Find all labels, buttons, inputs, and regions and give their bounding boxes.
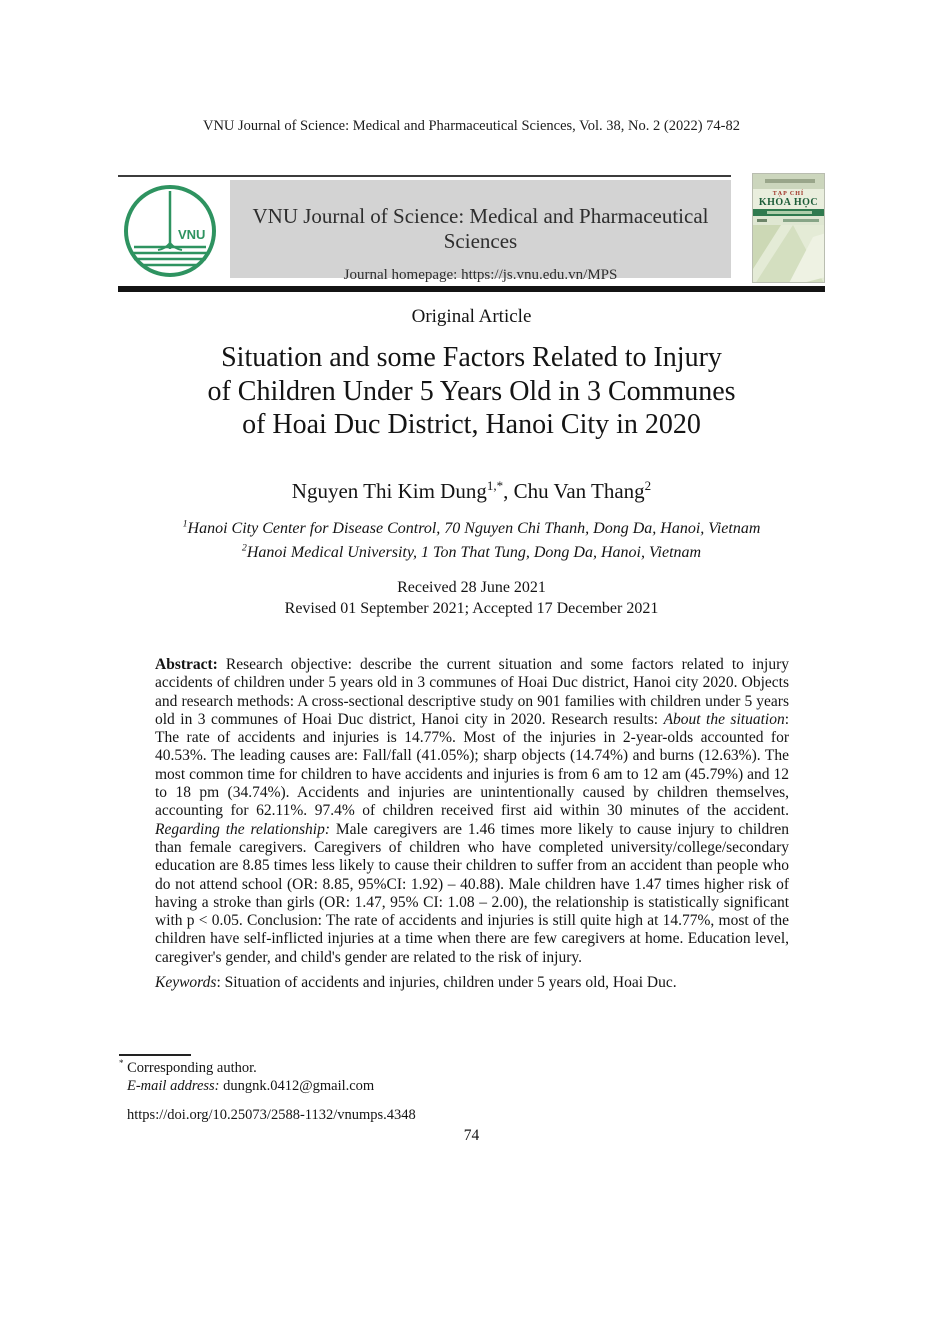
footnote-marker: * <box>119 1058 124 1069</box>
abstract-text-1: Research objective: describe the current situation and some factors related to injury accidents of children under 5 years old in 3 communes of Hoai Duc district, Hanoi city 2020. Objects and research methods: A cross-sectional descriptive study on 901 families with children under 5 years old in 3 communes of Hoai Duc district, Hanoi city in 2020. Research results: <box>155 656 789 728</box>
doi-link: https://doi.org/10.25073/2588-1132/vnumps.4348 <box>127 1107 416 1123</box>
abstract-label: Abstract: <box>155 656 218 673</box>
article-title-line3: of Hoai Duc District, Hanoi City in 2020 <box>242 409 701 440</box>
abstract-text-3: Male caregivers are 1.46 times more likely to cause injury to children than female caregivers. Caregivers of children who have completed university/college/secondary education are 8.85 times less likely to cause their children to suffer from an accident than people who do not attend school (OR: 8.85, 95%CI: 1.92) – 40.88). Male children have 1.47 times higher risk of having a stroke than girls (OR: 1.47, 95% CI: 1.08 – 2.00), the relationship is statistically significant with p < 0.05. Conclusion: The rate of accidents and injuries is still quite high at 14.77%, most of the children have self-inflicted injuries at a time when there are few caregivers at home. Education level, caregiver's gender, and child's gender are related to the risk of injury. <box>155 820 789 966</box>
author-1-name: Nguyen Thi Kim Dung <box>291 479 487 503</box>
abstract-italic-1: About the situation <box>663 710 785 728</box>
abstract-paragraph <box>155 656 789 967</box>
cover-header-band <box>753 174 824 189</box>
affiliation-1 <box>0 517 943 541</box>
vnu-logo-icon <box>122 183 218 279</box>
cover-university-text-bar <box>765 179 815 183</box>
journal-masthead <box>230 180 731 283</box>
cover-series-label: TẠP CHÍ <box>772 191 805 197</box>
abstract-italic-2: Regarding the relationship: <box>155 820 331 838</box>
vnu-logo <box>122 183 218 279</box>
footnote-block <box>119 1060 639 1125</box>
article-title-line2: of Children Under 5 Years Old in 3 Communes <box>207 375 736 407</box>
footnote-separator <box>119 1054 191 1056</box>
abstract-section <box>155 656 789 992</box>
vnu-logo-text: VNU <box>178 227 206 242</box>
page-number: 74 <box>463 1127 480 1144</box>
affiliations <box>0 517 943 565</box>
email-line <box>119 1078 639 1096</box>
cover-meta-band <box>753 216 824 225</box>
banner-bottom-rule <box>118 286 825 292</box>
corresponding-author-text: Corresponding author. <box>123 1060 257 1076</box>
journal-name: VNU Journal of Science: Medical and Pharmaceutical Sciences <box>252 204 709 253</box>
author-separator: , <box>503 479 514 503</box>
journal-homepage: Journal homepage: https://js.vnu.edu.vn/MPS <box>343 267 618 283</box>
affiliation-2-text: Hanoi Medical University, 1 Ton That Tung, Dong Da, Hanoi, Vietnam <box>246 544 702 561</box>
running-head: VNU Journal of Science: Medical and Pharmaceutical Sciences, Vol. 38, No. 2 (2022) 74-82 <box>202 118 741 134</box>
cover-subtitle-band <box>753 209 824 216</box>
keywords-line <box>155 974 789 992</box>
received-date: Received 28 June 2021 <box>397 579 546 596</box>
corresponding-author-note <box>119 1060 639 1078</box>
author-2-name: Chu Van Thang <box>513 479 645 503</box>
journal-cover-thumbnail <box>752 173 825 283</box>
author-1-affiliation-marker: 1,* <box>486 478 504 493</box>
journal-banner <box>118 173 825 293</box>
affiliation-2-marker: 2 <box>241 542 247 554</box>
article-history <box>0 577 943 619</box>
cover-title: KHOA HỌC <box>758 197 819 208</box>
banner-top-rule <box>118 175 731 177</box>
affiliation-1-text: Hanoi City Center for Disease Control, 70 Nguyen Chi Thanh, Dong Da, Hanoi, Vietnam <box>187 520 761 537</box>
keywords-label: Keywords <box>155 974 217 992</box>
author-2-affiliation-marker: 2 <box>644 478 652 493</box>
affiliation-1-marker: 1 <box>182 518 188 530</box>
email-address: dungnk.0412@gmail.com <box>219 1077 375 1094</box>
article-type-label: Original Article <box>411 306 532 327</box>
article-title-line1: Situation and some Factors Related to Injury <box>221 342 722 373</box>
keywords-text: : Situation of accidents and injuries, children under 5 years old, Hoai Duc. <box>216 974 677 992</box>
author-list <box>0 479 943 504</box>
article-title <box>0 341 943 442</box>
abstract-text-2: : The rate of accidents and injuries is 14.77%. Most of the injuries in 2-year-olds accounted for 40.53%. The leading causes are: Fall/fall (41.05%); sharp objects (14.74%) and burns (12.63%). The most common time for children to have accidents and injuries is from 6 am to 12 am (45.79%) and 12 to 18 pm (34.74%). Accidents and injuries are unintentionally caused by children themselves, accounting for 62.11%. 97.4% of children received first aid within 30 minutes of the accident. <box>155 710 790 820</box>
revised-accepted-dates: Revised 01 September 2021; Accepted 17 December 2021 <box>284 600 659 617</box>
cover-artwork <box>753 225 825 283</box>
email-label: E-mail address: <box>127 1077 220 1094</box>
affiliation-2 <box>0 541 943 565</box>
